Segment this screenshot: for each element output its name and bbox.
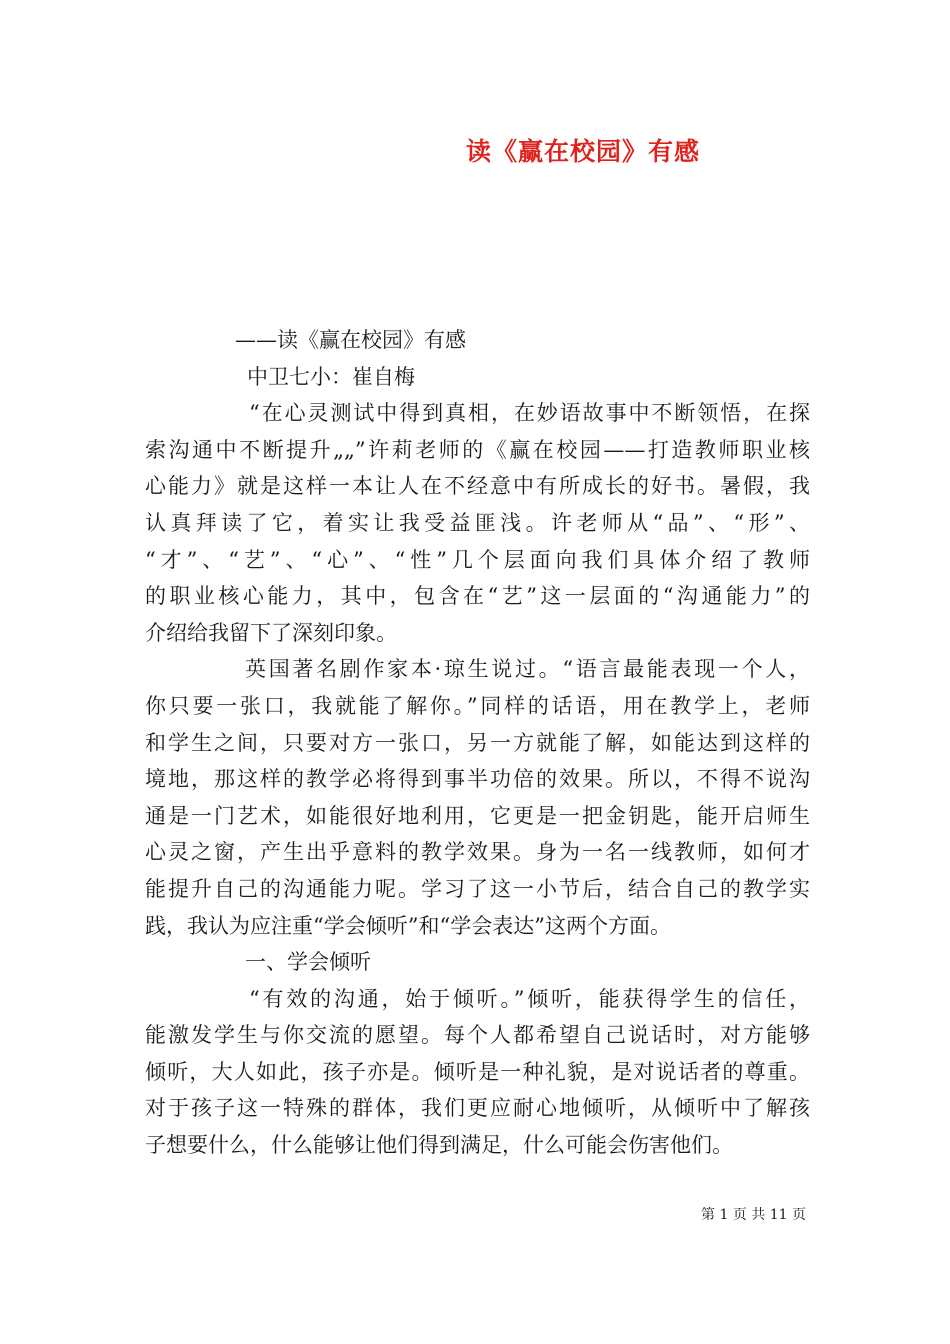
paragraph-line: 心灵之窗，产生出乎意料的教学效果。身为一名一线教师，如何才 [145, 840, 810, 865]
paragraph-line: 通是一门艺术，如能很好地利用，它更是一把金钥匙，能开启师生 [145, 803, 810, 828]
paragraph-3 [145, 981, 810, 1164]
paragraph-line: 的职业核心能力，其中，包含在“艺”这一层面的“沟通能力”的 [145, 584, 810, 609]
document-body [145, 322, 810, 1164]
subtitle: ——读《赢在校园》有感 [235, 328, 466, 352]
document-title: 读《赢在校园》有感 [465, 137, 700, 166]
paragraph-line: “有效的沟通，始于倾听。”倾听，能获得学生的信任， [249, 986, 810, 1011]
paragraph-line: 你只要一张口，我就能了解你。”同样的话语，用在教学上，老师 [145, 693, 810, 718]
paragraph-line: 对于孩子这一特殊的群体，我们更应耐心地倾听，从倾听中了解孩 [145, 1096, 810, 1121]
paragraph-line: 心能力》就是这样一本让人在不经意中有所成长的好书。暑假，我 [145, 474, 810, 499]
paragraph-1 [145, 395, 810, 651]
paragraph-line: 认真拜读了它，着实让我受益匪浅。许老师从“品”、“形”、 [145, 510, 810, 535]
paragraph-line: 能激发学生与你交流的愿望。每个人都希望自己说话时，对方能够 [145, 1023, 810, 1048]
page-number-footer: 第 1 页 共 11 页 [701, 1207, 806, 1223]
author-line: 中卫七小：崔自梅 [247, 364, 415, 389]
paragraph-line: 境地，那这样的教学必将得到事半功倍的效果。所以，不得不说沟 [145, 767, 810, 792]
paragraph-line: “在心灵测试中得到真相，在妙语故事中不断领悟，在探 [249, 401, 810, 426]
paragraph-line: 索沟通中不断提升„„”许莉老师的《赢在校园——打造教师职业核 [145, 437, 810, 462]
paragraph-line: “才”、“艺”、“心”、“性”几个层面向我们具体介绍了教师 [145, 547, 810, 572]
paragraph-line: 践，我认为应注重“学会倾听”和“学会表达”这两个方面。 [145, 913, 671, 938]
paragraph-line: 和学生之间，只要对方一张口，另一方就能了解，如能达到这样的 [145, 730, 810, 755]
paragraph-line: 子想要什么，什么能够让他们得到满足，什么可能会伤害他们。 [145, 1133, 733, 1158]
section-heading: 一、学会倾听 [245, 950, 371, 975]
paragraph-line: 倾听，大人如此，孩子亦是。倾听是一种礼貌，是对说话者的尊重。 [145, 1059, 810, 1084]
paragraph-line: 介绍给我留下了深刻印象。 [145, 620, 397, 645]
paragraph-line: 英国著名剧作家本·琼生说过。“语言最能表现一个人， [245, 657, 810, 682]
paragraph-2 [145, 651, 810, 944]
paragraph-line: 能提升自己的沟通能力呢。学习了这一小节后，结合自己的教学实 [145, 876, 810, 901]
